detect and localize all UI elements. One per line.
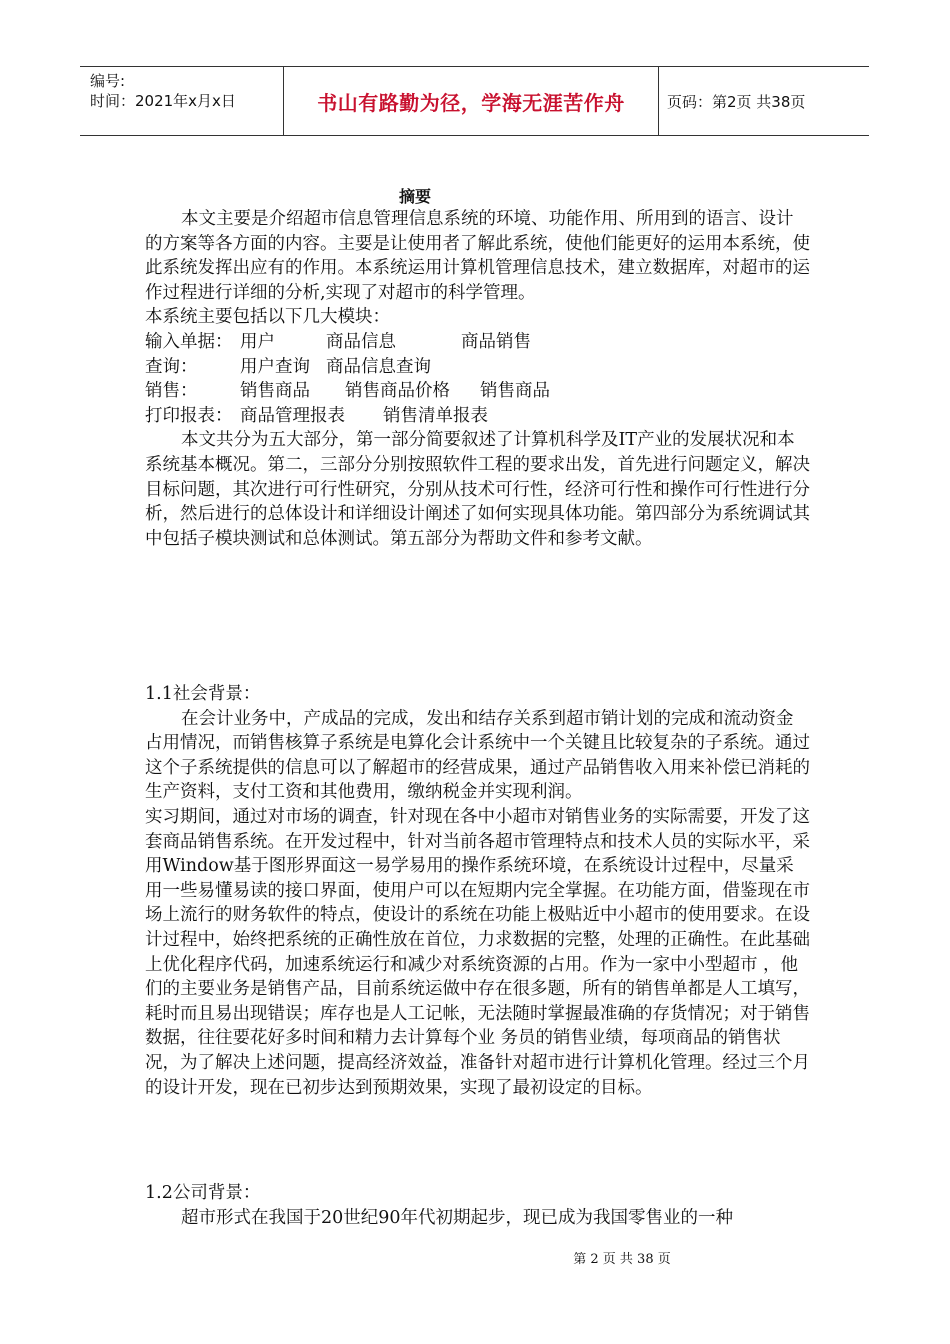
- module-label: 查询：: [145, 356, 198, 377]
- header-meta-cell: [80, 67, 284, 135]
- motto: 书山有路勤为径，学海无涯苦作舟: [284, 67, 659, 135]
- time-label: 时间：2021年x月x日: [90, 92, 236, 110]
- abstract-title: 摘要: [398, 187, 431, 206]
- number-label: 编号:: [90, 72, 126, 90]
- module-item: 商品信息: [326, 331, 396, 352]
- module-label: 输入单据：: [145, 331, 233, 352]
- module-item: 商品销售: [461, 331, 531, 352]
- abstract-body: [145, 207, 810, 551]
- module-label: 销售：: [145, 381, 198, 402]
- module-item: 销售商品: [480, 381, 550, 402]
- module-item: 销售清单报表: [383, 405, 488, 426]
- module-row-input: [145, 330, 810, 355]
- module-item: 用户查询: [240, 356, 310, 377]
- module-row-sales: [145, 379, 810, 404]
- abstract-paragraph: 本文共分为五大部分，第一部分简要叙述了计算机科学及IT产业的发展状况和本系统基本概况。第二，三部分分别按照软件工程的要求出发，首先进行问题定义，解决目标问题，其次进行可行性研究，分别从技术可行性，经济可行性和操作可行性进行分析，然后进行的总体设计和详细设计阐述了如何实现具体功能。第四部分为系统调试其中包括子模块测试和总体测试。第五部分为帮助文件和参考文献。: [145, 430, 810, 549]
- section-heading: 1.1社会背景：: [145, 684, 261, 704]
- module-item: 销售商品价格: [345, 381, 450, 402]
- abstract-paragraph: 本文主要是介绍超市信息管理信息系统的环境、功能作用、所用到的语言、设计的方案等各方面的内容。主要是让使用者了解此系统，使他们能更好的运用本系统，使此系统发挥出应有的作用。本系统运用计算机管理信息技术，建立数据库，对超市的运作过程进行详细的分析,实现了对超市的科学管理。: [145, 209, 810, 303]
- page-header: [80, 66, 869, 136]
- module-item: 用户: [240, 331, 275, 352]
- module-item: 销售商品: [240, 381, 310, 402]
- footer-page-number: 第 2 页 共 38 页: [573, 1252, 671, 1267]
- section-paragraph: 超市形式在我国于20世纪90年代初期起步，现已成为我国零售业的一种: [181, 1207, 734, 1228]
- page-info: 页码：第2页 共38页: [667, 92, 806, 111]
- module-label: 打印报表：: [145, 405, 233, 426]
- page-footer: [0, 1248, 950, 1267]
- section-1-2: [145, 1181, 810, 1230]
- section-heading: 1.2公司背景：: [145, 1183, 261, 1203]
- modules-intro: 本系统主要包括以下几大模块：: [145, 307, 390, 328]
- module-item: 商品信息查询: [326, 356, 431, 377]
- module-row-print: [145, 404, 810, 429]
- section-1-1: [145, 682, 810, 1100]
- section-paragraph: 实习期间，通过对市场的调查，针对现在各中小超市对销售业务的实际需要，开发了这套商品销售系统。在开发过程中，针对当前各超市管理特点和技术人员的实际水平，采用Window基于图形界面这一易学易用的操作系统环境，在系统设计过程中，尽量采用一些易懂易读的接口界面，使用户可以在短期内完全掌握。在功能方面，借鉴现在市场上流行的财务软件的特点，使设计的系统在功能上极贴近中小超市的使用要求。在设计过程中，始终把系统的正确性放在首位，力求数据的完整，处理的正确性。在此基础上优化程序代码，加速系统运行和减少对系统资源的占用。作为一家中小型超市 ，他们的主要业务是销售产品，目前系统运做中存在很多题，所有的销售单都是人工填写，耗时而且易出现错误；库存也是人工记帐，无法随时掌握最准确的存货情况；对于销售数据，往往要花好多时间和精力去计算每个业 务员的销售业绩，每项商品的销售状况，为了解决上述问题，提高经济效益，准备针对超市进行计算机化管理。经过三个月的设计开发，现在已初步达到预期效果，实现了最初设定的目标。: [145, 806, 810, 1098]
- section-paragraph: 在会计业务中，产成品的完成，发出和结存关系到超市销计划的完成和流动资金占用情况，而销售核算子系统是电算化会计系统中一个关键且比较复杂的子系统。通过这个子系统提供的信息可以了解超市的经营成果，通过产品销售收入用来补偿已消耗的生产资料，支付工资和其他费用，缴纳税金并实现利润。: [145, 708, 810, 803]
- module-item: 商品管理报表: [240, 405, 345, 426]
- module-row-query: [145, 355, 810, 380]
